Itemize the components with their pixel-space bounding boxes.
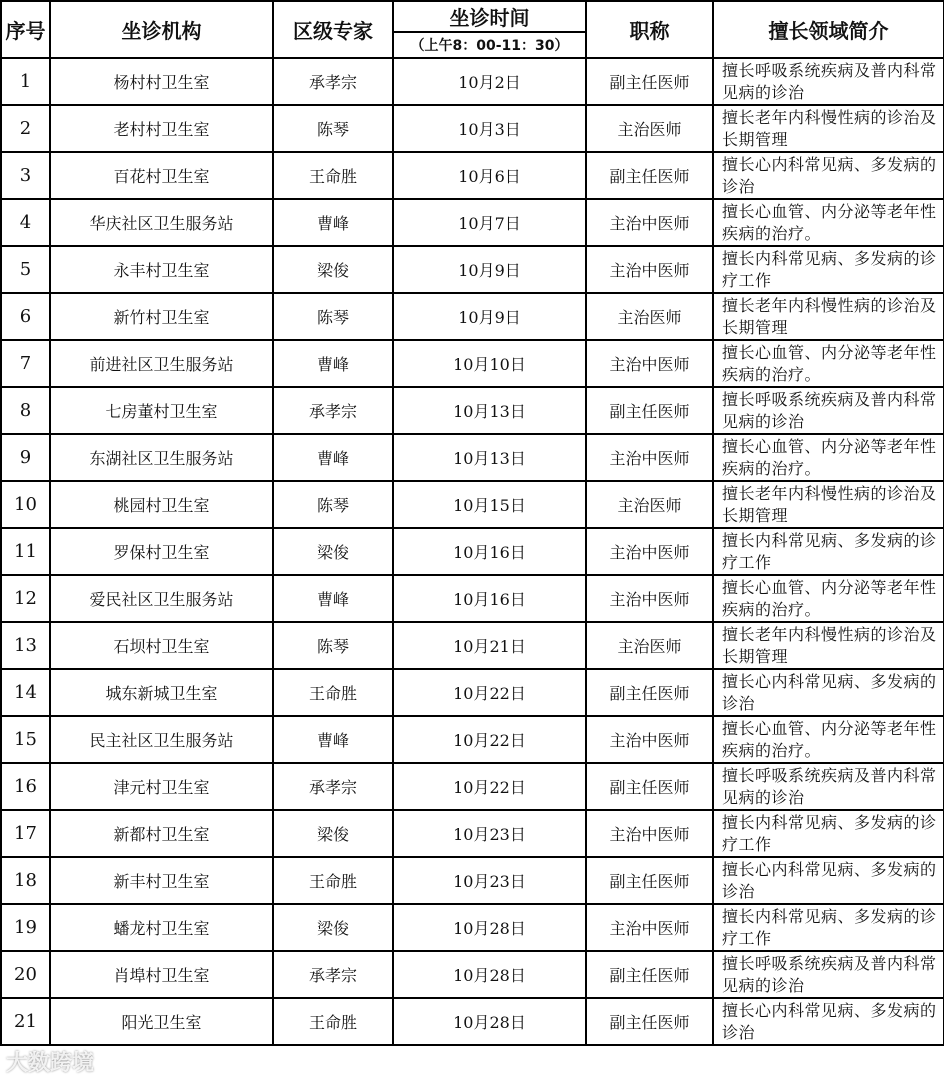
cell-institution: 蟠龙村卫生室 [50,904,273,951]
cell-title: 副主任医师 [586,857,713,904]
cell-specialty: 擅长老年内科慢性病的诊治及长期管理 [713,481,944,528]
cell-date: 10月10日 [393,340,586,387]
cell-expert: 曹峰 [273,575,393,622]
table-row [1,857,944,904]
cell-specialty: 擅长内科常见病、多发病的诊疗工作 [713,246,944,293]
cell-institution: 爱民社区卫生服务站 [50,575,273,622]
cell-institution: 新都村卫生室 [50,810,273,857]
cell-date: 10月6日 [393,152,586,199]
cell-index: 5 [1,246,50,293]
cell-expert: 梁俊 [273,810,393,857]
cell-institution: 肖埠村卫生室 [50,951,273,998]
cell-index: 11 [1,528,50,575]
cell-date: 10月15日 [393,481,586,528]
cell-title: 主治医师 [586,481,713,528]
table-row [1,199,944,246]
cell-specialty: 擅长呼吸系统疾病及普内科常见病的诊治 [713,58,944,105]
cell-title: 主治中医师 [586,575,713,622]
cell-date: 10月13日 [393,387,586,434]
cell-title: 主治医师 [586,105,713,152]
header-time: 坐诊时间 [393,1,586,32]
table-row [1,387,944,434]
cell-institution: 新竹村卫生室 [50,293,273,340]
cell-title: 主治中医师 [586,246,713,293]
cell-specialty: 擅长心内科常见病、多发病的诊治 [713,857,944,904]
table-row [1,481,944,528]
cell-date: 10月22日 [393,763,586,810]
table-row [1,716,944,763]
cell-index: 20 [1,951,50,998]
cell-date: 10月9日 [393,246,586,293]
table-row [1,152,944,199]
table-row [1,293,944,340]
table-row [1,528,944,575]
cell-institution: 华庆社区卫生服务站 [50,199,273,246]
table-row [1,622,944,669]
cell-expert: 陈琴 [273,293,393,340]
cell-expert: 承孝宗 [273,58,393,105]
cell-specialty: 擅长心内科常见病、多发病的诊治 [713,152,944,199]
cell-institution: 永丰村卫生室 [50,246,273,293]
cell-title: 主治医师 [586,622,713,669]
cell-index: 14 [1,669,50,716]
table-row [1,763,944,810]
cell-specialty: 擅长心内科常见病、多发病的诊治 [713,669,944,716]
table-row [1,434,944,481]
cell-title: 主治医师 [586,293,713,340]
cell-date: 10月28日 [393,951,586,998]
cell-expert: 曹峰 [273,199,393,246]
cell-expert: 梁俊 [273,528,393,575]
cell-institution: 阳光卫生室 [50,998,273,1045]
header-institution: 坐诊机构 [50,1,273,58]
header-title: 职称 [586,1,713,58]
cell-expert: 陈琴 [273,622,393,669]
cell-expert: 承孝宗 [273,387,393,434]
cell-institution: 罗保村卫生室 [50,528,273,575]
table-row [1,58,944,105]
table-row [1,105,944,152]
cell-specialty: 擅长心血管、内分泌等老年性疾病的治疗。 [713,434,944,481]
cell-index: 13 [1,622,50,669]
cell-institution: 城东新城卫生室 [50,669,273,716]
cell-date: 10月22日 [393,669,586,716]
cell-expert: 陈琴 [273,481,393,528]
cell-institution: 新丰村卫生室 [50,857,273,904]
cell-title: 主治中医师 [586,716,713,763]
cell-institution: 桃园村卫生室 [50,481,273,528]
cell-title: 副主任医师 [586,763,713,810]
cell-specialty: 擅长心血管、内分泌等老年性疾病的治疗。 [713,716,944,763]
cell-index: 8 [1,387,50,434]
cell-index: 17 [1,810,50,857]
table-row [1,246,944,293]
cell-index: 21 [1,998,50,1045]
cell-specialty: 擅长呼吸系统疾病及普内科常见病的诊治 [713,387,944,434]
cell-expert: 曹峰 [273,434,393,481]
cell-index: 12 [1,575,50,622]
cell-specialty: 擅长心血管、内分泌等老年性疾病的治疗。 [713,340,944,387]
cell-specialty: 擅长心内科常见病、多发病的诊治 [713,998,944,1045]
cell-date: 10月13日 [393,434,586,481]
cell-expert: 王命胜 [273,669,393,716]
cell-date: 10月9日 [393,293,586,340]
cell-index: 6 [1,293,50,340]
cell-index: 15 [1,716,50,763]
cell-title: 副主任医师 [586,387,713,434]
cell-institution: 民主社区卫生服务站 [50,716,273,763]
cell-specialty: 擅长内科常见病、多发病的诊疗工作 [713,904,944,951]
cell-date: 10月2日 [393,58,586,105]
cell-specialty: 擅长老年内科慢性病的诊治及长期管理 [713,293,944,340]
header-expert: 区级专家 [273,1,393,58]
cell-expert: 承孝宗 [273,763,393,810]
cell-institution: 杨村村卫生室 [50,58,273,105]
cell-index: 3 [1,152,50,199]
cell-institution: 百花村卫生室 [50,152,273,199]
table-row [1,340,944,387]
cell-specialty: 擅长呼吸系统疾病及普内科常见病的诊治 [713,951,944,998]
table-row [1,904,944,951]
cell-date: 10月28日 [393,998,586,1045]
cell-index: 4 [1,199,50,246]
watermark: 大数跨境 [6,1051,95,1076]
cell-index: 2 [1,105,50,152]
cell-title: 副主任医师 [586,998,713,1045]
cell-expert: 曹峰 [273,340,393,387]
table-row [1,669,944,716]
cell-specialty: 擅长老年内科慢性病的诊治及长期管理 [713,105,944,152]
cell-title: 主治中医师 [586,810,713,857]
cell-index: 18 [1,857,50,904]
header-index: 序号 [1,1,50,58]
cell-institution: 津元村卫生室 [50,763,273,810]
cell-date: 10月3日 [393,105,586,152]
cell-title: 副主任医师 [586,669,713,716]
cell-date: 10月23日 [393,857,586,904]
cell-institution: 七房董村卫生室 [50,387,273,434]
cell-title: 主治中医师 [586,340,713,387]
cell-specialty: 擅长心血管、内分泌等老年性疾病的治疗。 [713,575,944,622]
cell-date: 10月22日 [393,716,586,763]
table-row [1,951,944,998]
cell-index: 1 [1,58,50,105]
cell-date: 10月23日 [393,810,586,857]
cell-expert: 王命胜 [273,152,393,199]
cell-index: 9 [1,434,50,481]
cell-specialty: 擅长心血管、内分泌等老年性疾病的治疗。 [713,199,944,246]
table-row [1,810,944,857]
cell-expert: 陈琴 [273,105,393,152]
cell-date: 10月7日 [393,199,586,246]
cell-date: 10月28日 [393,904,586,951]
cell-specialty: 擅长老年内科慢性病的诊治及长期管理 [713,622,944,669]
header-specialty: 擅长领域简介 [713,1,944,58]
cell-title: 主治中医师 [586,434,713,481]
cell-index: 10 [1,481,50,528]
cell-date: 10月16日 [393,528,586,575]
cell-expert: 梁俊 [273,246,393,293]
cell-expert: 王命胜 [273,998,393,1045]
cell-specialty: 擅长内科常见病、多发病的诊疗工作 [713,528,944,575]
cell-institution: 东湖社区卫生服务站 [50,434,273,481]
cell-specialty: 擅长内科常见病、多发病的诊疗工作 [713,810,944,857]
cell-title: 副主任医师 [586,152,713,199]
cell-title: 主治中医师 [586,904,713,951]
cell-expert: 承孝宗 [273,951,393,998]
table-row [1,575,944,622]
cell-title: 主治中医师 [586,199,713,246]
cell-expert: 曹峰 [273,716,393,763]
table-row [1,998,944,1045]
header-time-note: （上午8：00-11：30） [393,32,586,58]
cell-date: 10月21日 [393,622,586,669]
cell-date: 10月16日 [393,575,586,622]
cell-index: 19 [1,904,50,951]
cell-specialty: 擅长呼吸系统疾病及普内科常见病的诊治 [713,763,944,810]
cell-index: 16 [1,763,50,810]
cell-index: 7 [1,340,50,387]
cell-expert: 王命胜 [273,857,393,904]
cell-title: 主治中医师 [586,528,713,575]
cell-title: 副主任医师 [586,951,713,998]
cell-institution: 石坝村卫生室 [50,622,273,669]
cell-institution: 老村村卫生室 [50,105,273,152]
cell-title: 副主任医师 [586,58,713,105]
cell-institution: 前进社区卫生服务站 [50,340,273,387]
cell-expert: 梁俊 [273,904,393,951]
